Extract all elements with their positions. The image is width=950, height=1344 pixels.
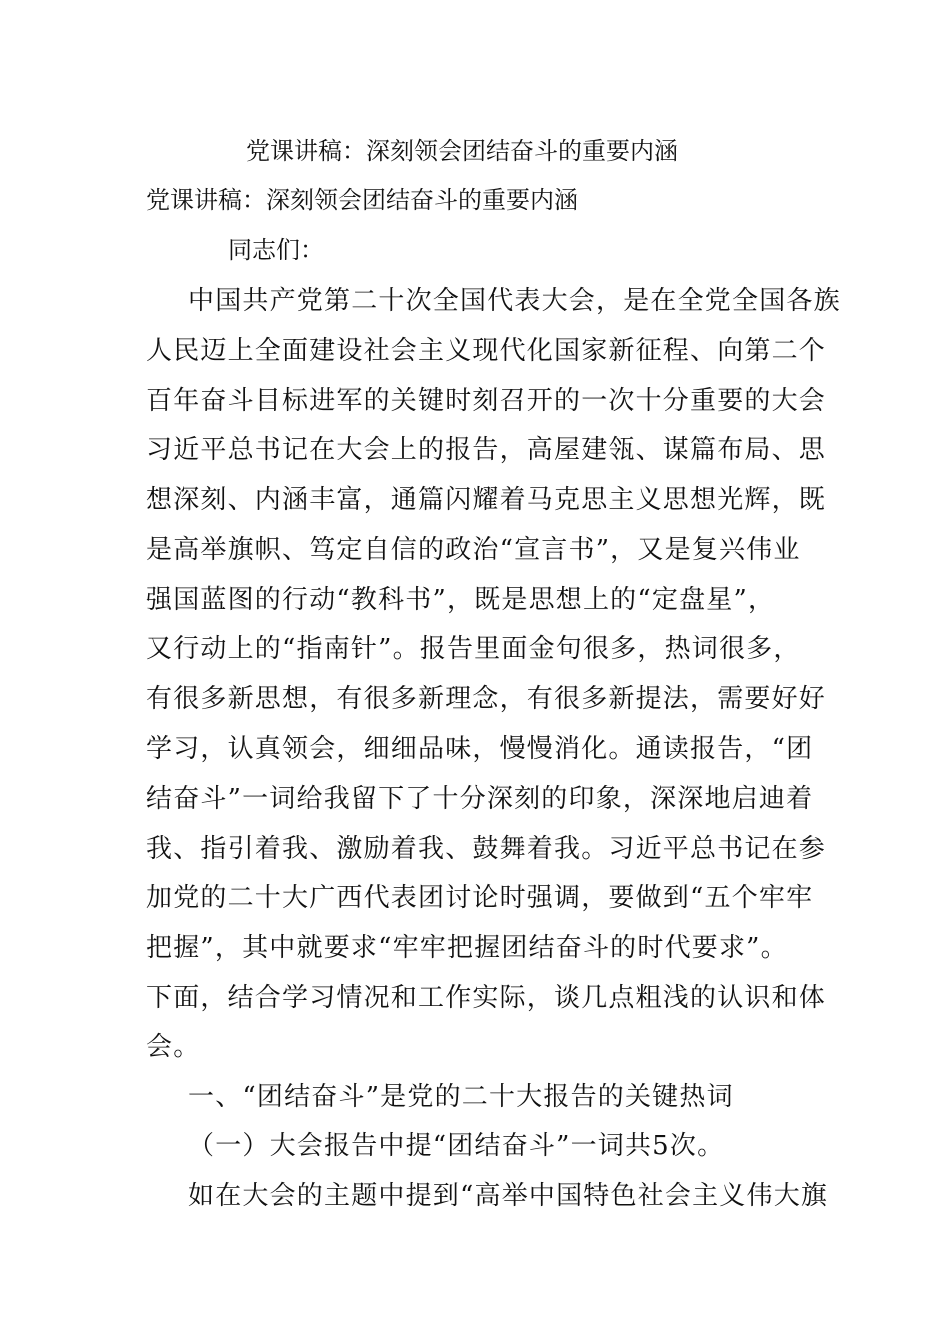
paragraph-line: 会。 — [146, 1032, 201, 1062]
section-heading: 一、“团结奋斗”是党的二十大报告的关键热词 — [188, 1082, 734, 1112]
paragraph-line: 百年奋斗目标进军的关键时刻召开的一次十分重要的大会 — [146, 386, 827, 416]
paragraph-line: 把握”，其中就要求“牢牢把握团结奋斗的时代要求”。 — [146, 933, 788, 963]
paragraph-line: 下面，结合学习情况和工作实际，谈几点粗浅的认识和体 — [146, 983, 827, 1013]
paragraph-line: 有很多新思想，有很多新理念，有很多新提法，需要好好 — [146, 684, 827, 714]
paragraph-line: 强国蓝图的行动“教科书”，既是思想上的“定盘星”， — [146, 585, 776, 615]
salutation: 同志们： — [228, 236, 324, 264]
paragraph-line: 加党的二十大广西代表团讨论时强调，要做到“五个牢牢 — [146, 883, 814, 913]
paragraph-line: 是高举旗帜、笃定自信的政治“宣言书”，又是复兴伟业 — [146, 535, 801, 565]
paragraph-line: 中国共产党第二十次全国代表大会，是在全党全国各族 — [188, 286, 841, 316]
paragraph-line: 学习，认真领会，细细品味，慢慢消化。通读报告，“团 — [146, 734, 814, 764]
document-title-left: 党课讲稿：深刻领会团结奋斗的重要内涵 — [146, 186, 578, 214]
document-title-centered: 党课讲稿：深刻领会团结奋斗的重要内涵 — [246, 137, 678, 165]
paragraph-line: 我、指引着我、激励着我、鼓舞着我。习近平总书记在参 — [146, 834, 827, 864]
subsection-heading: （一）大会报告中提“团结奋斗”一词共5次。 — [188, 1131, 725, 1161]
paragraph-line: 结奋斗”一词给我留下了十分深刻的印象，深深地启迪着 — [146, 784, 814, 814]
paragraph-line: 人民迈上全面建设社会主义现代化国家新征程、向第二个 — [146, 336, 827, 366]
paragraph-line: 又行动上的“指南针”。报告里面金句很多，热词很多， — [146, 634, 801, 664]
paragraph-line: 如在大会的主题中提到“高举中国特色社会主义伟大旗 — [188, 1181, 829, 1211]
paragraph-line: 想深刻、内涵丰富，通篇闪耀着马克思主义思想光辉，既 — [146, 485, 827, 515]
paragraph-line: 习近平总书记在大会上的报告，高屋建瓴、谋篇布局、思 — [146, 435, 827, 465]
